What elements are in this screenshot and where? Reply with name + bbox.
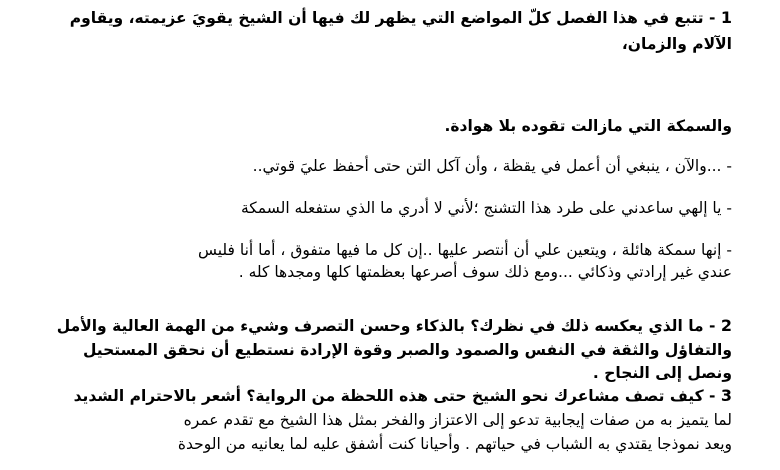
question-3-line-1 xyxy=(60,386,732,406)
question-3-line-2: لما يتميز به من صفات إيجابية تدعو إلى الاعتزاز والفخر بمثل هذا الشيخ مع تقدم عمره xyxy=(183,411,732,429)
question-1-line-2: الآلام والزمان، xyxy=(621,35,732,53)
question-2-line-1 xyxy=(56,316,732,336)
question-1-text: - تتبع في هذا الفصل كلّ المواضع التي يظهر لك فيها أن الشيخ يقويَ عزيمته، ويقاوم xyxy=(69,9,716,27)
answer-1-quote-2: - يا إلهي ساعدني على طرد هذا التشنج ؛لأني لا أدري ما الذي ستفعله السمكة xyxy=(240,199,732,217)
answer-1-intro: والسمكة التي مازالت تقوده بلا هوادة. xyxy=(444,117,732,135)
question-2-number: 2 xyxy=(720,316,732,335)
question-3-line-3: ويعد نموذجا يقتدي به الشباب في حياتهم . وأحيانا كنت أشفق عليه لما يعانيه من الوحدة xyxy=(177,435,732,453)
question-1-number: 1 xyxy=(720,8,732,27)
question-2-line-3: ونصل إلى النجاح . xyxy=(592,364,732,382)
question-3-number: 3 xyxy=(720,386,732,405)
answer-1-quote-3-line-1: - إنها سمكة هائلة ، ويتعين علي أن أنتصر عليها ..إن كل ما فيها متفوق ، أما أنا فليس xyxy=(197,241,732,259)
question-2-line-2: والتفاؤل والثقة في النفس والصمود والصبر وقوة الإرادة نستطيع أن نحقق المستحيل xyxy=(82,341,732,359)
answer-1-quote-3-line-2: عندي غير إرادتي وذكائي ...ومع ذلك سوف أصرعها بعظمتها كلها ومجدها كله . xyxy=(238,263,732,281)
question-1-line-1 xyxy=(60,8,732,28)
question-3-text: - كيف تصف مشاعرك نحو الشيخ حتى هذه اللحظة من الرواية؟ أشعر بالاحترام الشديد xyxy=(73,387,716,405)
answer-1-quote-1: - ...والآن ، ينبغي أن أعمل في يقظة ، وأن آكل التن حتى أحفظ عليَ قوتي.. xyxy=(252,157,732,175)
question-2-text: - ما الذي يعكسه ذلك في نظرك؟ بالذكاء وحسن التصرف وشيء من الهمة العالية والأمل xyxy=(56,317,716,335)
